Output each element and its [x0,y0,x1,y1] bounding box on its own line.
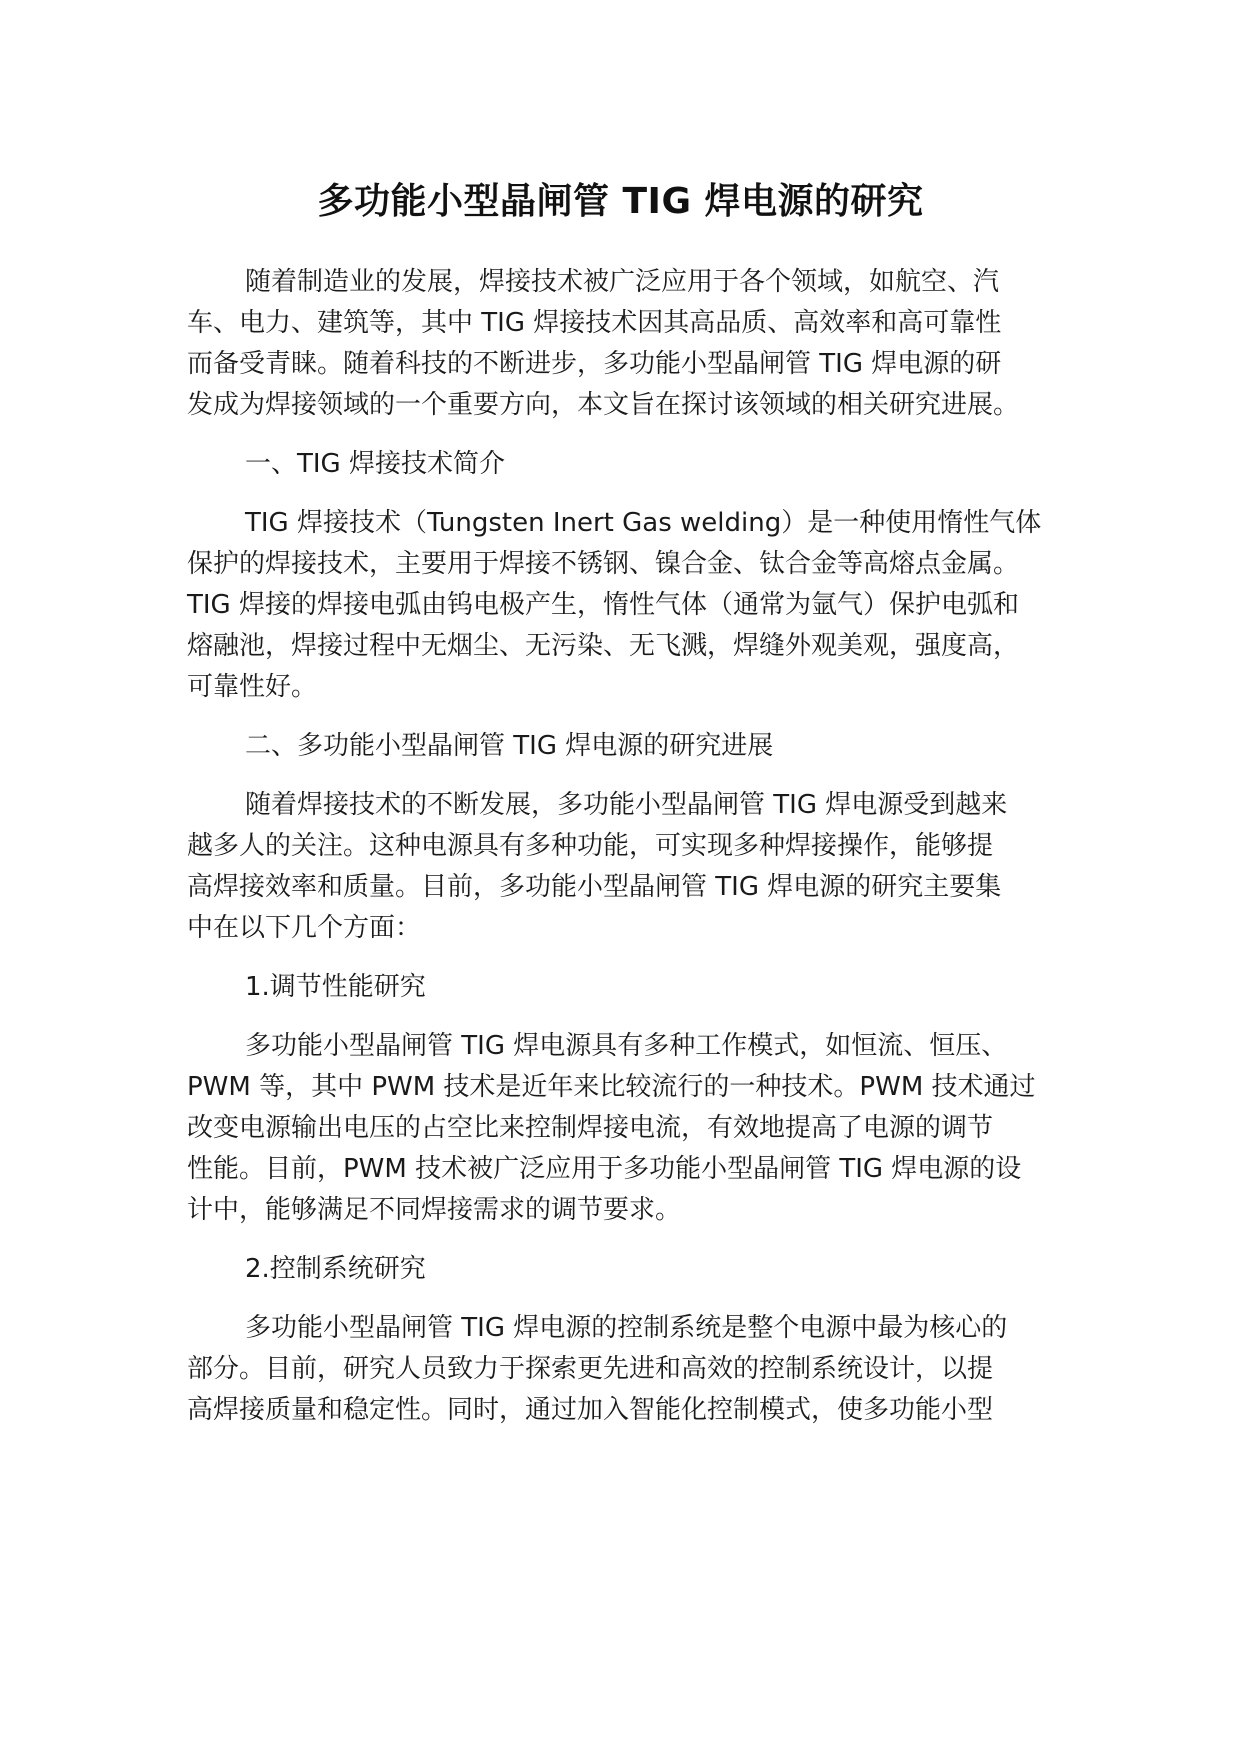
paragraph-2-line-1: TIG 焊接技术（Tungsten Inert Gas welding）是一种使用惰性气体 [245,508,1042,538]
subsection-heading-1: 1.调节性能研究 [245,972,426,1002]
paragraph-1-line-1: 随着制造业的发展，焊接技术被广泛应用于各个领域，如航空、汽 [245,267,1000,297]
subsection-heading-2: 2.控制系统研究 [245,1254,426,1284]
paragraph-3-line-2: 越多人的关注。这种电源具有多种功能，可实现多种焊接操作，能够提 [187,831,994,861]
paragraph-4-line-4: 性能。目前，PWM 技术被广泛应用于多功能小型晶闸管 TIG 焊电源的设 [187,1154,1022,1184]
paragraph-2-line-4: 熔融池，焊接过程中无烟尘、无污染、无飞溅，焊缝外观美观，强度高， [187,631,1020,661]
paragraph-2-line-5: 可靠性好。 [187,672,318,702]
section-heading-1: 一、TIG 焊接技术简介 [245,449,505,479]
paragraph-5-line-3: 高焊接质量和稳定性。同时，通过加入智能化控制模式，使多功能小型 [187,1395,994,1425]
paragraph-1-line-3: 而备受青睐。随着科技的不断进步，多功能小型晶闸管 TIG 焊电源的研 [187,349,1002,379]
paragraph-3-line-4: 中在以下几个方面： [187,913,422,943]
paragraph-3-line-3: 高焊接效率和质量。目前，多功能小型晶闸管 TIG 焊电源的研究主要集 [187,872,1002,902]
paragraph-2-line-2: 保护的焊接技术，主要用于焊接不锈钢、镍合金、钛合金等高熔点金属。 [187,549,1020,579]
document-title: 多功能小型晶闸管 TIG 焊电源的研究 [317,181,924,222]
paragraph-4-line-2: PWM 等，其中 PWM 技术是近年来比较流行的一种技术。PWM 技术通过 [187,1072,1036,1102]
section-heading-2: 二、多功能小型晶闸管 TIG 焊电源的研究进展 [245,731,774,761]
paragraph-5-line-1: 多功能小型晶闸管 TIG 焊电源的控制系统是整个电源中最为核心的 [245,1313,1008,1343]
paragraph-4-line-3: 改变电源输出电压的占空比来控制焊接电流，有效地提高了电源的调节 [187,1113,994,1143]
paragraph-3-line-1: 随着焊接技术的不断发展，多功能小型晶闸管 TIG 焊电源受到越来 [245,790,1008,820]
paragraph-4-line-5: 计中，能够满足不同焊接需求的调节要求。 [187,1195,682,1225]
paragraph-1-line-2: 车、电力、建筑等，其中 TIG 焊接技术因其高品质、高效率和高可靠性 [187,308,1002,338]
paragraph-1-line-4: 发成为焊接领域的一个重要方向，本文旨在探讨该领域的相关研究进展。 [187,390,1020,420]
paragraph-2-line-3: TIG 焊接的焊接电弧由钨电极产生，惰性气体（通常为氩气）保护电弧和 [187,590,1019,620]
paragraph-5-line-2: 部分。目前，研究人员致力于探索更先进和高效的控制系统设计，以提 [187,1354,994,1384]
paragraph-4-line-1: 多功能小型晶闸管 TIG 焊电源具有多种工作模式，如恒流、恒压、 [245,1031,1008,1061]
